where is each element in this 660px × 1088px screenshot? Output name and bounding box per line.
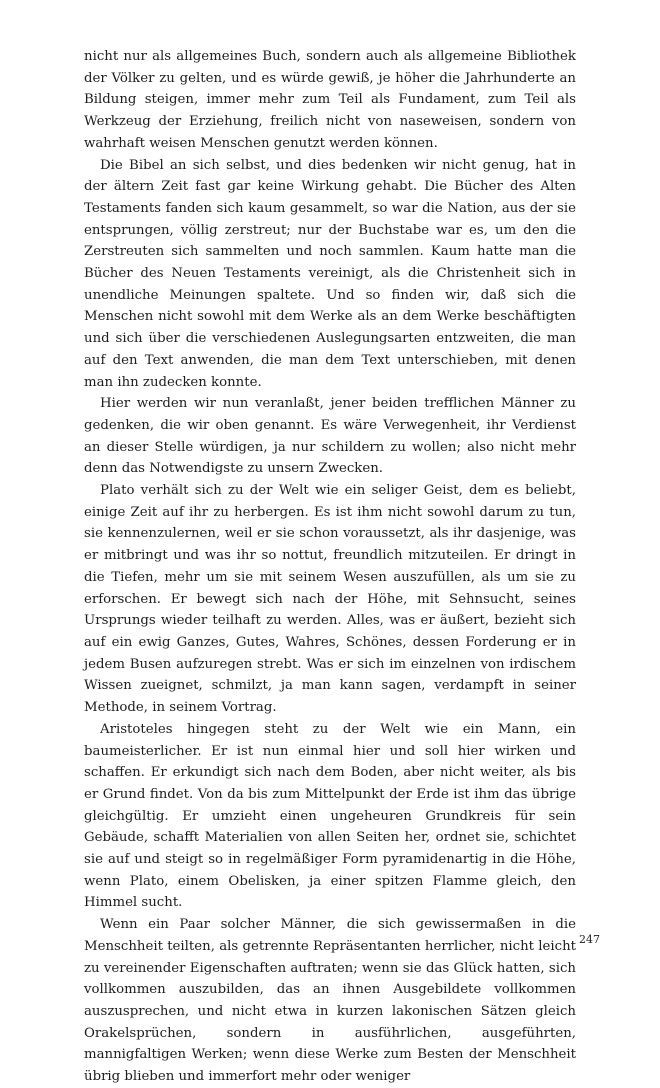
- paragraph: Die Bibel an sich selbst, und dies bedenken wir nicht genug, hat in der ältern Zeit fast gar keine Wirkung gehabt. Die Bücher des Alten Testaments fanden sich kaum gesammelt, so war die Nation, aus der sie entsprungen, völlig zerstreut; nur der Buchstabe war es, um den die Zerstreuten sich sammelten und noch sammlen. Kaum hatte man die Bücher des Neuen Testaments vereinigt, als die Christenheit sich in unendliche Meinungen spaltete. Und so finden wir, daß sich die Menschen nicht sowohl mit dem Werke als an dem Werke beschäftigten und sich über die verschiedenen Auslegungsarten entzweiten, die man auf den Text anwenden, die man dem Text unterschieben, mit denen man ihn zudecken konnte.: [84, 157, 576, 390]
- body-text: [84, 46, 576, 1088]
- paragraph: Hier werden wir nun veranlaßt, jener beiden trefflichen Männer zu gedenken, die wir oben genannt. Es wäre Verwegenheit, ihr Verdienst an dieser Stelle würdigen, ja nur schildern zu wollen; also nicht mehr denn das Notwendigste zu unsern Zwecken.: [84, 396, 576, 477]
- page-number: 247: [579, 933, 600, 946]
- paragraph: Aristoteles hingegen steht zu der Welt wie ein Mann, ein baumeisterlicher. Er ist nun einmal hier und soll hier wirken und schaffen. Er erkundigt sich nach dem Boden, aber nicht weiter, als bis er Grund findet. Von da bis zum Mittelpunkt der Erde ist ihm das übrige gleichgültig. Er umzieht einen ungeheuren Grundkreis für sein Gebäude, schafft Materialien von allen Seiten her, ordnet sie, schichtet sie auf und steigt so in regelmäßiger Form pyramidenartig in die Höhe, wenn Plato, einem Obelisken, ja einer spitzen Flamme gleich, den Himmel sucht.: [84, 721, 576, 911]
- paragraph: Wenn ein Paar solcher Männer, die sich gewissermaßen in die Menschheit teilten, als getrennte Repräsentanten herrlicher, nicht leicht zu vereinender Eigenschaften auftraten; wenn sie das Glück hatten, sich vollkommen auszubilden, das an ihnen Ausgebildete vollkommen auszusprechen, und nicht etwa in kurzen lakonischen Sätzen gleich Orakelsprüchen, sondern in ausführlichen, ausgeführten, mannigfaltigen Werken; wenn diese Werke zum Besten der Menschheit übrig blieben und immerfort mehr oder weniger: [84, 917, 576, 1085]
- paragraph: Plato verhält sich zu der Welt wie ein seliger Geist, dem es beliebt, einige Zeit auf ihr zu herbergen. Es ist ihm nicht sowohl darum zu tun, sie kennenzulernen, weil er sie schon voraussetzt, als ihr dasjenige, was er mitbringt und was ihr so nottut, freundlich mitzuteilen. Er dringt in die Tiefen, mehr um sie mit seinem Wesen auszufüllen, als um sie zu erforschen. Er bewegt sich nach der Höhe, mit Sehnsucht, seines Ursprungs wieder teilhaft zu werden. Alles, was er äußert, bezieht sich auf ein ewig Ganzes, Gutes, Wahres, Schönes, dessen Forderung er in jedem Busen aufzuregen strebt. Was er sich im einzelnen von irdischem Wissen zueignet, schmilzt, ja man kann sagen, verdampft in seiner Methode, in seinem Vortrag.: [84, 483, 576, 716]
- paragraph: nicht nur als allgemeines Buch, sondern auch als allgemeine Bibliothek der Völker zu gelten, und es würde gewiß, je höher die Jahrhunderte an Bildung steigen, immer mehr zum Teil als Fundament, zum Teil als Werkzeug der Erziehung, freilich nicht von naseweisen, sondern von wahrhaft weisen Menschen genutzt werden können.: [84, 49, 576, 151]
